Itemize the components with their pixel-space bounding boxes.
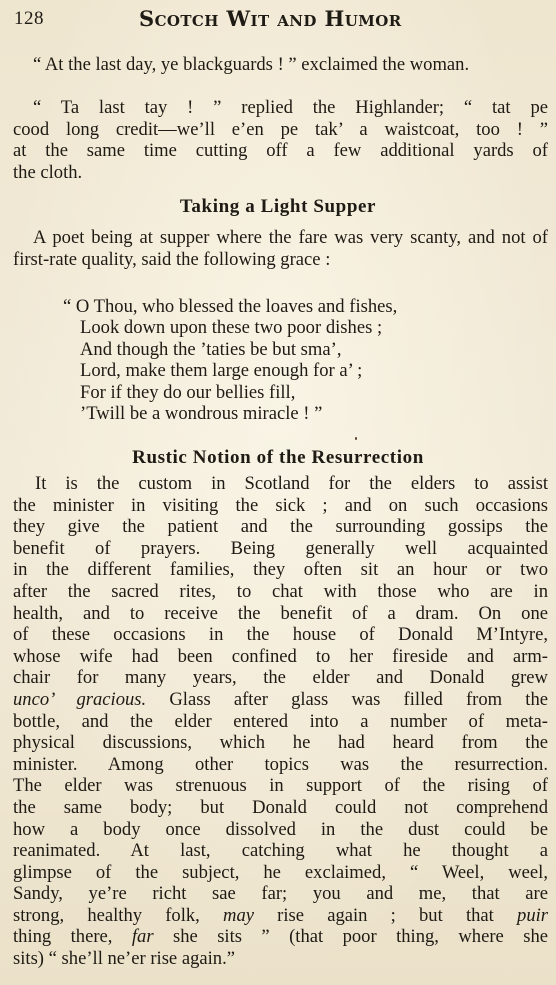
body-line <box>13 689 548 711</box>
body-line: of these occasions in the house of Donald M’Intyre, <box>13 624 548 646</box>
poem-line: ’Twill be a wondrous miracle ! ” <box>80 403 323 425</box>
body-line: they give the patient and the surrounding gossips the <box>13 516 548 538</box>
body-line: how a body once dissolved in the dust could be <box>13 818 548 840</box>
section-heading-resurrection: Rustic Notion of the Resurrection <box>132 447 424 468</box>
section-heading-light-supper: Taking a Light Supper <box>179 196 377 217</box>
body-line-part: rise again ; but that <box>254 904 518 926</box>
poem-line: Look down upon these two poor dishes ; <box>80 317 383 339</box>
section-2-body <box>13 473 548 970</box>
body-line: in the different families, they often sit an hour or two <box>13 559 548 581</box>
body-line: minister. Among other topics was the resurrection. <box>13 753 548 775</box>
paragraph-2-line: the cloth. <box>13 161 83 183</box>
italic-word-puir: puir <box>517 904 549 926</box>
poem-line: “ O Thou, who blessed the loaves and fishes, <box>63 296 398 317</box>
body-line-part: strong, healthy folk, <box>13 904 224 926</box>
body-line: the same body; but Donald could not comprehend <box>13 796 548 818</box>
body-line <box>13 905 548 927</box>
poem-line: Lord, make them large enough for a’ ; <box>80 360 363 382</box>
body-line: Sandy, ye’re richt sae far; you and me, that are <box>13 883 548 905</box>
body-line-part: thing there, <box>13 926 132 948</box>
paragraph-2-line: cood long credit—we’ll e’en pe tak’ a waistcoat, too ! ” <box>13 118 548 140</box>
body-line: whose wife had been confined to her fireside and arm- <box>13 645 548 667</box>
grace-poem <box>63 296 397 424</box>
body-line: physical discussions, which he had heard from the <box>13 732 548 754</box>
body-line: It is the custom in Scotland for the elders to assist <box>35 473 548 494</box>
paper-speck <box>355 437 357 440</box>
paragraph-2-line: at the same time cutting off a few additional yards of <box>13 140 548 162</box>
poem-line: And though the ’taties be but sma’, <box>80 338 342 360</box>
paragraph-1: “ At the last day, ye blackguards ! ” exclaimed the woman. <box>33 54 470 75</box>
page-header <box>14 6 544 38</box>
body-line: benefit of prayers. Being generally well acquainted <box>13 537 548 559</box>
body-line: health, and to receive the benefit of a dram. On one <box>13 602 548 624</box>
body-line: sits) “ she’ll ne’er rise again.” <box>13 948 235 970</box>
italic-phrase: unco’ gracious. <box>13 688 147 710</box>
body-line: The elder was strenuous in support of the rising of <box>13 775 548 797</box>
body-line: reanimated. At last, catching what he thought a <box>13 840 548 862</box>
body-line: the minister in visiting the sick ; and on such occasions <box>13 494 548 516</box>
paragraph-2 <box>13 97 548 183</box>
page-number: 128 <box>14 8 44 29</box>
section-1-intro: A poet being at supper where the fare was very scanty, and not of first-rate quality, said the following grace : <box>13 227 548 270</box>
body-line: after the sacred rites, to chat with those who are in <box>13 580 548 602</box>
poem-line: For if they do our bellies fill, <box>80 381 296 403</box>
paragraph-2-line: “ Ta last tay ! ” replied the Highlander; “ tat pe <box>33 97 548 118</box>
running-title: Scotch Wit and Humor <box>139 6 402 31</box>
body-line <box>13 926 548 948</box>
italic-word-far: far <box>131 926 154 948</box>
body-line: glimpse of the subject, he exclaimed, “ Weel, weel, <box>13 861 548 883</box>
italic-word-may: may <box>223 904 254 926</box>
body-line-rest: Glass after glass was filled from the <box>146 688 548 710</box>
body-line-part: she sits ” (that poor thing, where she <box>153 926 549 948</box>
body-line: chair for many years, the elder and Donald grew <box>13 667 548 689</box>
body-line: bottle, and the elder entered into a number of meta- <box>13 710 548 732</box>
